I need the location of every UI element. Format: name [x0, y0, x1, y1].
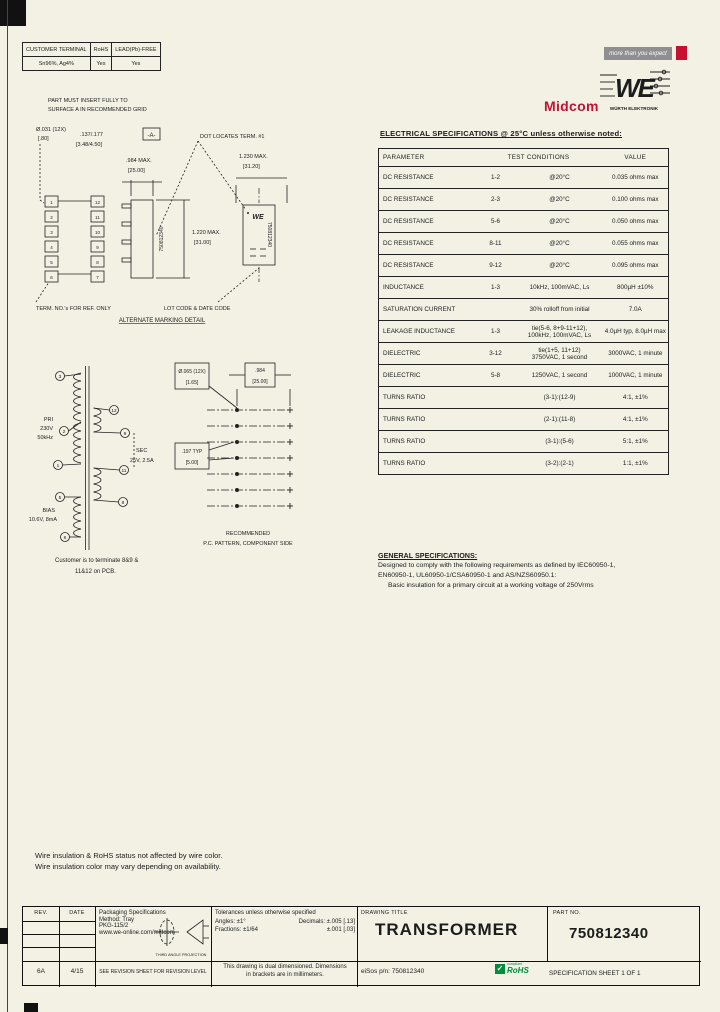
- tol-decimals2: ±.001 [.03]: [326, 927, 355, 933]
- compliance-value-leadfree: Yes: [112, 57, 160, 71]
- spec-row: [379, 277, 669, 299]
- grid-width: .984: [255, 368, 265, 374]
- footprint-pad-number: 10: [94, 230, 101, 235]
- spec-row: [379, 321, 669, 343]
- header-value: VALUE: [603, 149, 669, 167]
- pin-dia-leader: [40, 144, 44, 203]
- secondary-rating: 25V, 2.5A: [130, 458, 154, 464]
- compliance-header-rohs: RoHS: [90, 43, 112, 57]
- pc-caption-line2: P.C. PATTERN, COMPONENT SIDE: [203, 541, 293, 547]
- part-number: 750812340: [569, 925, 649, 942]
- grid-width-mm: [25.00]: [252, 379, 268, 385]
- footprint-pad-number: 4: [50, 245, 53, 250]
- footprint-pad-number: 2: [50, 215, 53, 220]
- secondary-label: SEC: [136, 448, 148, 454]
- pc-pattern-hole: [235, 408, 239, 412]
- footprint-pad-number: 6: [50, 275, 53, 280]
- footprint-pad-number: 5: [50, 260, 53, 265]
- pin-diameter-mm: [.80]: [38, 136, 49, 142]
- footprint-pad-number: 8: [96, 260, 99, 265]
- pc-pattern: [207, 407, 293, 509]
- bias-label: BIAS: [42, 508, 55, 514]
- tagline-bar: [604, 47, 672, 60]
- spec-value: 0.035 ohms max: [603, 167, 669, 189]
- insert-note-line1: PART MUST INSERT FULLY TO: [48, 98, 128, 104]
- spec-condition: tie(1+5, 11+12) 3750VAC, 1 second: [517, 343, 603, 365]
- spec-parameter: DC RESISTANCE: [379, 167, 475, 189]
- wuerth-elektronik-logo: [600, 64, 670, 116]
- spec-value: 3000VAC, 1 minute: [603, 343, 669, 365]
- general-specs-line3: Basic insulation for a primary circuit at a working voltage of 250Vrms: [388, 582, 594, 590]
- spec-pins: 2-3: [475, 189, 517, 211]
- logo-note-circles: [654, 70, 666, 95]
- footprint-pad-number: 1: [50, 200, 53, 205]
- tol-fractions: Fractions: ±1/64: [215, 927, 258, 933]
- spec-value: 4:1, ±1%: [603, 387, 669, 409]
- spec-parameter: SATURATION CURRENT: [379, 299, 475, 321]
- spec-value: 0.100 ohms max: [603, 189, 669, 211]
- compliance-header-leadfree: LEAD(Pb)-FREE: [112, 43, 160, 57]
- spec-condition: (3-2):(2-1): [517, 453, 603, 475]
- pin-length: .137/.177: [80, 132, 103, 138]
- spec-row: [379, 233, 669, 255]
- spec-row: [379, 453, 669, 475]
- brand-red-square: [676, 46, 687, 60]
- spec-pins: 1-2: [475, 167, 517, 189]
- spec-condition: (3-1):(12-9): [517, 387, 603, 409]
- footprint-pad-number: 7: [96, 275, 99, 280]
- spec-pins: 8-11: [475, 233, 517, 255]
- spec-parameter: DIELECTRIC: [379, 343, 475, 365]
- rev-header: REV.: [34, 910, 48, 916]
- schematic-pin: 5: [58, 496, 62, 501]
- dot-leader-left: [156, 141, 198, 236]
- pitch-mm: [5.00]: [185, 460, 199, 466]
- schematic-pin: 12: [111, 409, 117, 414]
- drawing-title: TRANSFORMER: [375, 920, 519, 939]
- rohs-logo: [495, 963, 529, 975]
- marking-part-number: 750812340: [266, 222, 272, 248]
- spec-pins: 3-12: [475, 343, 517, 365]
- rev-value: 6A: [37, 968, 45, 975]
- spec-pins: 1-3: [475, 321, 517, 343]
- pc-pattern-hole: [235, 456, 239, 460]
- spec-pins: 5-6: [475, 211, 517, 233]
- packaging-code: PKG-115/2: [99, 923, 129, 930]
- insert-note-line2: SURFACE A IN RECOMMENDED GRID: [48, 107, 147, 113]
- spec-value: 4.0µH typ, 8.0µH max: [603, 321, 669, 343]
- customer-note-line2: 11&12 on PCB.: [75, 569, 116, 575]
- projection-caption: THIRD ANGLE PROJECTION: [155, 953, 207, 957]
- height-dim-in: 1.220 MAX.: [192, 230, 221, 236]
- general-specs: [378, 551, 688, 591]
- length-dim-in: 1.230 MAX.: [239, 154, 268, 160]
- alternate-marking-caption: ALTERNATE MARKING DETAIL: [118, 318, 206, 324]
- spec-row: [379, 167, 669, 189]
- datum-a: -A-: [147, 133, 156, 139]
- general-specs-title: GENERAL SPECIFICATIONS:: [378, 551, 478, 560]
- electrical-specs-table: [378, 148, 669, 475]
- spec-condition: (2-1):(11-8): [517, 409, 603, 431]
- spec-row: [379, 343, 669, 365]
- footprint-pad-number: 11: [95, 215, 100, 220]
- website: www.we-online.com/midcom: [99, 929, 175, 936]
- packaging-method: Method: Tray: [99, 916, 135, 923]
- footprint-pad-number: 9: [96, 245, 99, 250]
- tol-angles: Angles: ±1°: [215, 919, 246, 925]
- marking-we-logo: WE: [252, 214, 264, 221]
- terminal1-dot: [247, 212, 249, 214]
- spec-value: 1000VAC, 1 minute: [603, 365, 669, 387]
- spec-row: [379, 299, 669, 321]
- spec-row: [379, 211, 669, 233]
- spec-parameter: DC RESISTANCE: [379, 189, 475, 211]
- spec-pins: 9-12: [475, 255, 517, 277]
- pc-pattern-hole: [235, 440, 239, 444]
- spec-parameter: TURNS RATIO: [379, 409, 475, 431]
- spec-value: 0.055 ohms max: [603, 233, 669, 255]
- primary-voltage: 230V: [40, 426, 53, 432]
- spec-parameter: DC RESISTANCE: [379, 233, 475, 255]
- page-left-rule: [7, 0, 8, 1012]
- schematic-pin: 2: [62, 430, 66, 435]
- title-block: [22, 906, 700, 986]
- footprint-view: [45, 196, 104, 282]
- spec-condition: @20°C: [517, 167, 603, 189]
- wire-notes: [35, 850, 222, 873]
- spec-parameter: INDUCTANCE: [379, 277, 475, 299]
- mechanical-drawing: [22, 88, 372, 608]
- revision-note: SEE REVISION SHEET FOR REVISION LEVEL: [99, 969, 207, 975]
- hole-diameter: Ø.065 (12X): [178, 369, 206, 375]
- sideview-part-number: 750812340: [159, 226, 165, 252]
- width-dim-mm: [25.00]: [128, 168, 145, 174]
- schematic-pin: 6: [63, 536, 67, 541]
- general-specs-line2: EN60950-1, UL60950-1/CSA60950-1 and AS/NZS60950.1:: [378, 572, 557, 580]
- compliance-value-terminal: Sn96%, Ag4%: [23, 57, 91, 71]
- spec-value: 0.095 ohms max: [603, 255, 669, 277]
- registration-left-tick: [0, 928, 8, 944]
- rohs-check-icon: ✓: [496, 963, 504, 973]
- tolerances-title: Tolerances unless otherwise specified: [215, 910, 316, 916]
- compliance-table: [22, 42, 161, 71]
- dot-leader-right: [198, 141, 246, 210]
- bias-rating: 10.6V, 8mA: [28, 517, 57, 523]
- header-test-conditions: TEST CONDITIONS: [475, 149, 603, 167]
- spec-parameter: DC RESISTANCE: [379, 255, 475, 277]
- rohs-compliant-text: compliant: [507, 962, 522, 966]
- schematic-pin: 8: [121, 501, 125, 506]
- dot-locates-note: DOT LOCATES TERM. #1: [200, 134, 265, 140]
- spec-value: 7.0A: [603, 299, 669, 321]
- tagline-text: more than you expect: [609, 50, 667, 57]
- tol-decimals1: Decimals: ±.005 [.13]: [298, 919, 355, 925]
- pc-pattern-hole: [235, 488, 239, 492]
- pc-pattern-hole: [235, 472, 239, 476]
- lot-code-note: LOT CODE & DATE CODE: [164, 306, 231, 312]
- pin-diameter: Ø.031 (12X): [36, 127, 66, 133]
- sheet-info: SPECIFICATION SHEET 1 OF 1: [549, 970, 641, 977]
- spec-condition: 30% rolloff from initial: [517, 299, 603, 321]
- length-dim-mm: [31.20]: [243, 164, 260, 170]
- height-dim-mm: [31.00]: [194, 240, 211, 246]
- spec-value: 1:1, ±1%: [603, 453, 669, 475]
- schematic-pin: 1: [56, 464, 60, 469]
- packaging-spec: Packaging Specifications: [99, 910, 166, 916]
- schematic-pin: 3: [58, 375, 62, 380]
- primary-label: PRI: [43, 417, 53, 423]
- schematic-pin: 11: [121, 469, 127, 474]
- dual-dim-note-line2: in brackets are in millimeters.: [246, 971, 324, 978]
- we-monogram: WE: [615, 73, 653, 103]
- header-parameter: PARAMETER: [379, 149, 475, 167]
- wire-note-line2: Wire insulation color may vary depending on availability.: [35, 862, 221, 872]
- spec-condition: 10kHz, 100mVAC, Ls: [517, 277, 603, 299]
- spec-condition: @20°C: [517, 211, 603, 233]
- footprint-pad-number: 3: [50, 230, 53, 235]
- spec-condition: @20°C: [517, 233, 603, 255]
- spec-parameter: DC RESISTANCE: [379, 211, 475, 233]
- rohs-text: RoHS: [507, 965, 529, 975]
- pc-caption-line1: RECOMMENDED: [225, 531, 271, 537]
- spec-row: [379, 189, 669, 211]
- general-specs-line1: Designed to comply with the following requirements as defined by IEC60950-1,: [378, 562, 616, 570]
- customer-note-line1: Customer is to terminate 8&9 &: [55, 558, 139, 564]
- spec-pins: [475, 431, 517, 453]
- pin-length-mm: [3.48/4.50]: [76, 142, 102, 148]
- spec-parameter: DIELECTRIC: [379, 365, 475, 387]
- spec-header-row: [379, 149, 669, 167]
- spec-condition: (3-1):(5-6): [517, 431, 603, 453]
- schematic-pin: 9: [123, 432, 127, 437]
- pc-pattern-hole: [235, 504, 239, 508]
- wire-note-line1: Wire insulation & RoHS status not affected by wire color.: [35, 851, 223, 860]
- spec-row: [379, 387, 669, 409]
- spec-parameter: TURNS RATIO: [379, 387, 475, 409]
- spec-value: 4:1, ±1%: [603, 409, 669, 431]
- spec-row: [379, 409, 669, 431]
- registration-corner-mark: [0, 0, 26, 26]
- spec-parameter: TURNS RATIO: [379, 431, 475, 453]
- spec-pins: [475, 299, 517, 321]
- lot-note-leader: [218, 268, 259, 302]
- primary-frequency: 50kHz: [37, 435, 53, 441]
- compliance-value-rohs: Yes: [90, 57, 112, 71]
- spec-row: [379, 365, 669, 387]
- eisos-part-number: eiSos p/n: 750812340: [361, 968, 425, 975]
- spec-pins: 5-8: [475, 365, 517, 387]
- electrical-specs-title: ELECTRICAL SPECIFICATIONS @ 25°C unless otherwise noted:: [380, 129, 623, 138]
- footprint-pad-number: 12: [94, 200, 101, 205]
- compliance-header-terminal: CUSTOMER TERMINAL: [23, 43, 91, 57]
- spec-value: 0.050 ohms max: [603, 211, 669, 233]
- term-note-leader: [36, 282, 49, 302]
- dual-dim-note-line1: This drawing is dual dimensioned. Dimensions: [223, 964, 347, 970]
- spec-row: [379, 255, 669, 277]
- spec-condition: 1250VAC, 1 second: [517, 365, 603, 387]
- spec-condition: tie(5-6, 8+9-11+12), 100kHz, 100mVAC, Ls: [517, 321, 603, 343]
- date-value: 4/15: [70, 968, 84, 975]
- midcom-logo: Midcom: [544, 98, 599, 114]
- spec-pins: [475, 453, 517, 475]
- spec-row: [379, 431, 669, 453]
- hole-diameter-mm: [1.65]: [185, 380, 199, 386]
- spec-pins: 1-3: [475, 277, 517, 299]
- spec-value: 5:1, ±1%: [603, 431, 669, 453]
- date-header: DATE: [69, 910, 85, 916]
- spec-value: 800µH ±10%: [603, 277, 669, 299]
- drawing-title-label: DRAWING TITLE: [361, 910, 408, 916]
- registration-bottom-tick: [24, 1003, 38, 1012]
- spec-condition: @20°C: [517, 189, 603, 211]
- pitch: .197 TYP: [181, 449, 203, 455]
- spec-condition: @20°C: [517, 255, 603, 277]
- part-no-label: PART NO.: [553, 910, 581, 916]
- width-dim-in: .984 MAX.: [126, 158, 152, 164]
- spec-parameter: TURNS RATIO: [379, 453, 475, 475]
- term-ref-note: TERM. NO.'s FOR REF. ONLY: [36, 306, 111, 312]
- pc-pattern-hole: [235, 424, 239, 428]
- spec-pins: [475, 409, 517, 431]
- spec-parameter: LEAKAGE INDUCTANCE: [379, 321, 475, 343]
- spec-pins: [475, 387, 517, 409]
- wuerth-elektronik-name: WÜRTH ELEKTRONIK: [609, 106, 659, 111]
- projection-symbol-icon: [153, 915, 209, 959]
